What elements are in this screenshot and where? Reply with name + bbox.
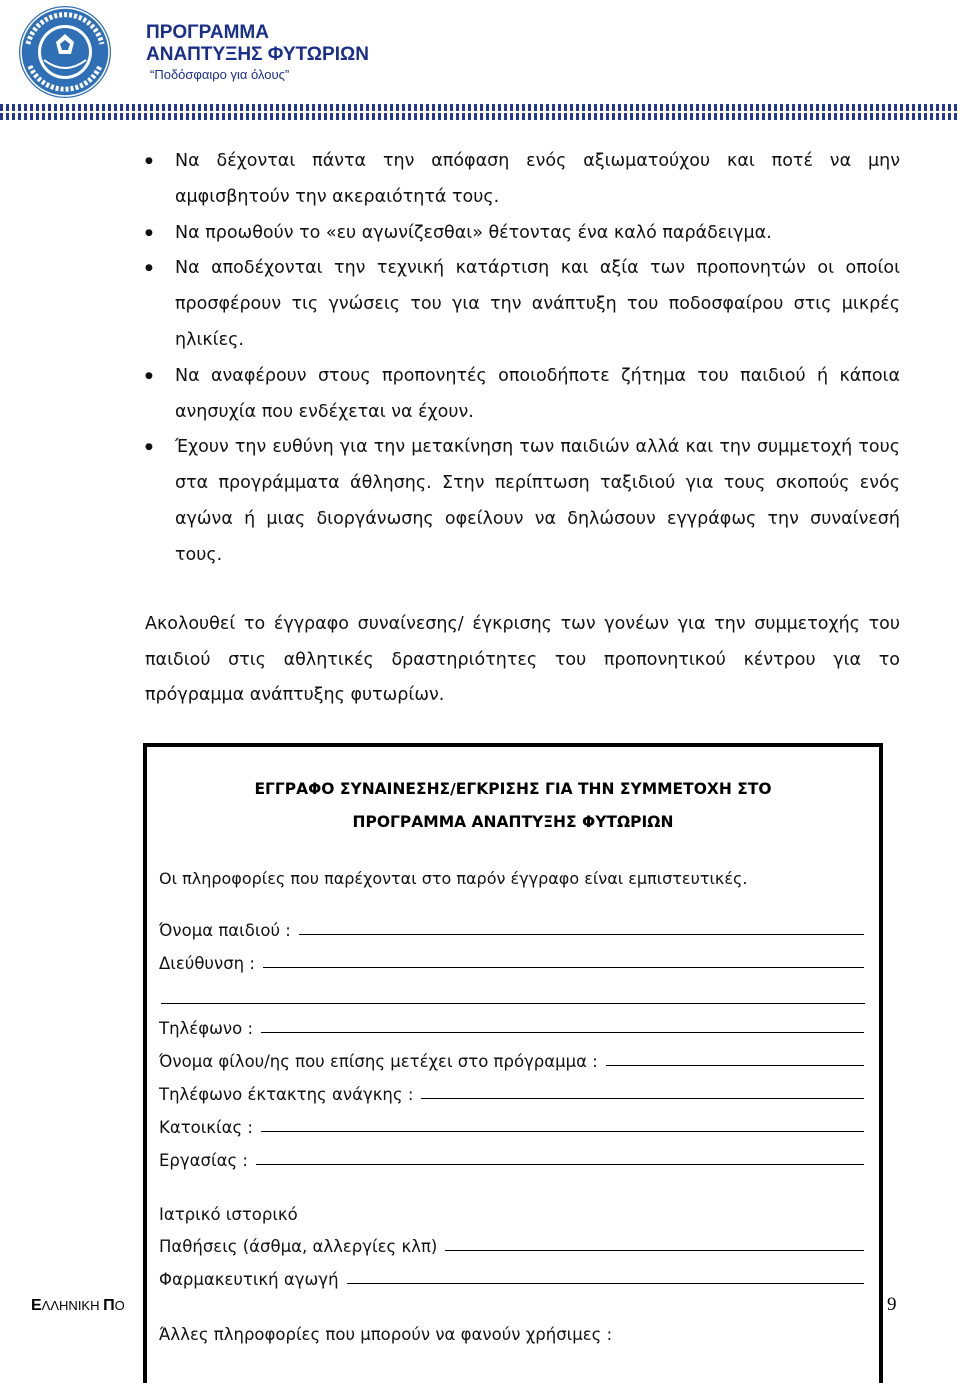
footer-cap2: Π: [103, 1297, 115, 1314]
form-title-line2: ΠΡΟΓΡΑΜΜΑ ΑΝΑΠΤΥΞΗΣ ΦΥΤΩΡΙΩΝ: [352, 813, 674, 831]
address-field[interactable]: [159, 954, 864, 973]
emergency-phone-label: Τηλέφωνο έκτακτης ανάγκης :: [159, 1085, 414, 1104]
work-phone-field[interactable]: [159, 1151, 864, 1170]
list-item: ● Να αποδέχονται την τεχνική κατάρτιση και αξία των προπονητών οι οποίοι προσφέρουν τις γνώσεις του για την ανάπτυξη του ποδοσφαίρου στις μικρές ηλικίες.: [145, 251, 900, 358]
home-phone-field[interactable]: [159, 1118, 864, 1137]
medication-label: Φαρμακευτική αγωγή: [159, 1270, 339, 1289]
child-name-line[interactable]: [299, 933, 864, 935]
medical-history-heading: Ιατρικό ιστορικό: [159, 1205, 298, 1224]
header-divider-pattern: [0, 104, 960, 120]
child-name-field[interactable]: [159, 921, 864, 940]
program-title: [146, 22, 369, 66]
parent-responsibilities-list: [145, 144, 900, 574]
emergency-phone-field[interactable]: [159, 1085, 864, 1104]
emergency-phone-line[interactable]: [421, 1097, 864, 1099]
list-item: ● Να προωθούν το «ευ αγωνίζεσθαι» θέτοντας ένα καλό παράδειγμα.: [145, 216, 900, 252]
consent-form: [143, 743, 883, 1383]
friend-name-label: Όνομα φίλου/ης που επίσης μετέχει στο πρόγραμμα :: [159, 1052, 598, 1071]
conditions-line[interactable]: [445, 1249, 864, 1251]
other-info-label: Άλλες πληροφορίες που μπορούν να φανούν χρήσιμες :: [159, 1325, 613, 1344]
address-line-2[interactable]: [161, 1003, 865, 1004]
program-title-line1: ΠΡΟΓΡΑΜΜΑ: [146, 22, 269, 43]
list-item: ● Έχουν την ευθύνη για την μετακίνηση των παιδιών αλλά και την συμμετοχή τους στα προγράμματα άθλησης. Στην περίπτωση ταξιδιού για τους σκοπούς ενός αγώνα ή μιας διοργάνωσης οφείλουν να δηλώσουν εγγράφως την συναίνεσή τους.: [145, 430, 900, 573]
friend-name-line[interactable]: [606, 1064, 864, 1066]
phone-line[interactable]: [261, 1031, 864, 1033]
medication-line[interactable]: [347, 1282, 864, 1284]
intro-paragraph: Ακολουθεί το έγγραφο συναίνεσης/ έγκρισης των γονέων για την συμμετοχής του παιδιού στις αθλητικές δραστηριότητες του προπονητικού κέντρου για το πρόγραμμα ανάπτυξης φυτωρίων.: [145, 614, 900, 705]
home-phone-line[interactable]: [261, 1130, 864, 1132]
confidentiality-note: Οι πληροφορίες που παρέχονται στο παρόν έγγραφο είναι εμπιστευτικές.: [159, 869, 748, 888]
friend-name-field[interactable]: [159, 1052, 864, 1071]
footer-rest2: Ο: [114, 1298, 125, 1313]
work-phone-label: Εργασίας :: [159, 1151, 248, 1170]
child-name-label: Όνομα παιδιού :: [159, 921, 291, 940]
footer-cap1: Ε: [31, 1297, 42, 1314]
conditions-label: Παθήσεις (άσθμα, αλλεργίες κλπ): [159, 1237, 438, 1256]
form-title-line1: ΕΓΓΡΑΦΟ ΣΥΝΑΙΝΕΣΗΣ/ΕΓΚΡΙΣΗΣ ΓΙΑ ΤΗΝ ΣΥΜΜΕΤΟΧΗ ΣΤΟ: [254, 780, 772, 798]
footer-rest1: ΛΛΗΝΙΚΗ: [41, 1298, 104, 1313]
phone-field[interactable]: [159, 1019, 864, 1038]
medication-field[interactable]: [159, 1270, 864, 1289]
work-phone-line[interactable]: [256, 1163, 864, 1165]
footer-organization: [31, 1297, 125, 1315]
phone-label: Τηλέφωνο :: [159, 1019, 254, 1038]
address-label: Διεύθυνση :: [159, 954, 255, 973]
address-line[interactable]: [263, 966, 864, 968]
page-number: 9: [887, 1294, 897, 1315]
home-phone-label: Κατοικίας :: [159, 1118, 253, 1137]
federation-emblem-icon: [14, 4, 116, 100]
program-title-line2: ΑΝΑΠΤΥΞΗΣ ΦΥΤΩΡΙΩΝ: [146, 44, 369, 65]
list-item: ● Να δέχονται πάντα την απόφαση ενός αξιωματούχου και ποτέ να μην αμφισβητούν την ακεραιότητά τους.: [145, 144, 900, 216]
conditions-field[interactable]: [159, 1237, 864, 1256]
program-slogan: “Ποδόσφαιρο για όλους”: [150, 67, 290, 82]
list-item: ● Να αναφέρουν στους προπονητές οποιοδήποτε ζήτημα του παιδιού ή κάποια ανησυχία που ενδέχεται να έχουν.: [145, 359, 900, 431]
